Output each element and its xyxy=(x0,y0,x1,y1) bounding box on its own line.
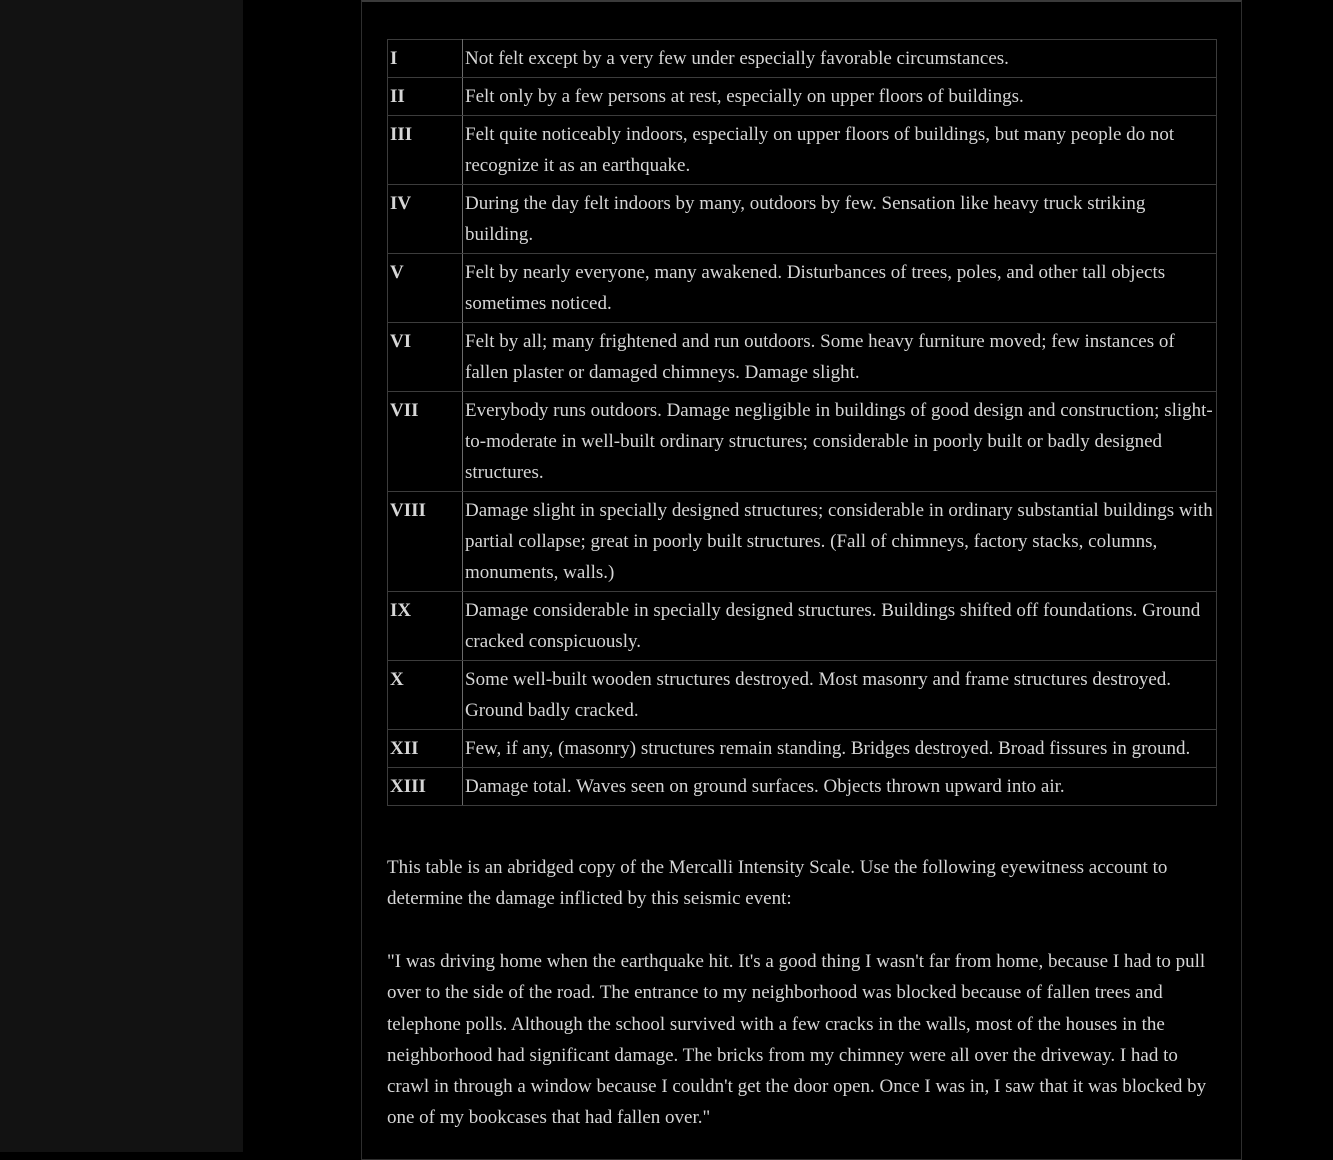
eyewitness-account: "I was driving home when the earthquake hit. It's a good thing I wasn't far from home, because I had to pull over to the side of the road. The entrance to my neighborhood was blocked because of fallen trees and telephone polls. Although the school survived with a few cracks in the walls, most of the houses in the neighborhood had significant damage. The bricks from my chimney were all over the driveway. I had to crawl in through a window because I couldn't get the door open. Once I was in, I saw that it was blocked by one of my bookcases that had fallen over." xyxy=(387,951,1207,1129)
intensity-level: VIII xyxy=(388,492,463,592)
scale-row xyxy=(388,323,1217,392)
intensity-description: Damage considerable in specially designed structures. Buildings shifted off foundations. Ground cracked conspicuously. xyxy=(463,592,1217,661)
scale-row xyxy=(388,78,1217,116)
question-intro: This table is an abridged copy of the Mercalli Intensity Scale. Use the following eyewitness account to determine the damage inflicted by this seismic event: xyxy=(387,857,1168,910)
scale-row xyxy=(388,185,1217,254)
intensity-description: Felt quite noticeably indoors, especially on upper floors of buildings, but many people do not recognize it as an earthquake. xyxy=(463,116,1217,185)
intensity-description: Felt only by a few persons at rest, especially on upper floors of buildings. xyxy=(463,78,1217,116)
scale-row xyxy=(388,254,1217,323)
intensity-level: IV xyxy=(388,185,463,254)
scale-row xyxy=(388,661,1217,730)
intensity-description: Felt by all; many frightened and run outdoors. Some heavy furniture moved; few instances of fallen plaster or damaged chimneys. Damage slight. xyxy=(463,323,1217,392)
mercalli-scale-body xyxy=(388,40,1217,806)
intensity-level: I xyxy=(388,40,463,78)
left-sidebar xyxy=(0,0,243,1152)
intensity-level: II xyxy=(388,78,463,116)
mercalli-scale-table xyxy=(387,39,1217,806)
scale-row xyxy=(388,492,1217,592)
scale-row xyxy=(388,116,1217,185)
intensity-description: Few, if any, (masonry) structures remain standing. Bridges destroyed. Broad fissures in ground. xyxy=(463,730,1217,768)
intensity-description: Felt by nearly everyone, many awakened. Disturbances of trees, poles, and other tall objects sometimes noticed. xyxy=(463,254,1217,323)
intensity-description: Everybody runs outdoors. Damage negligible in buildings of good design and construction; slight-to-moderate in well-built ordinary structures; considerable in poorly built or badly designed structures. xyxy=(463,392,1217,492)
intensity-level: XIII xyxy=(388,768,463,806)
intensity-description: Damage total. Waves seen on ground surfaces. Objects thrown upward into air. xyxy=(463,768,1217,806)
intensity-description: During the day felt indoors by many, outdoors by few. Sensation like heavy truck striking building. xyxy=(463,185,1217,254)
intensity-level: XII xyxy=(388,730,463,768)
scale-row xyxy=(388,730,1217,768)
scale-row xyxy=(388,768,1217,806)
intensity-description: Damage slight in specially designed structures; considerable in ordinary substantial buildings with partial collapse; great in poorly built structures. (Fall of chimneys, factory stacks, columns, monuments, walls.) xyxy=(463,492,1217,592)
intensity-level: VII xyxy=(388,392,463,492)
intensity-level: X xyxy=(388,661,463,730)
intensity-level: V xyxy=(388,254,463,323)
intensity-level: III xyxy=(388,116,463,185)
intensity-description: Some well-built wooden structures destroyed. Most masonry and frame structures destroyed. Ground badly cracked. xyxy=(463,661,1217,730)
intensity-level: VI xyxy=(388,323,463,392)
scale-row xyxy=(388,592,1217,661)
intensity-level: IX xyxy=(388,592,463,661)
scale-row xyxy=(388,392,1217,492)
intensity-description: Not felt except by a very few under especially favorable circumstances. xyxy=(463,40,1217,78)
scale-row xyxy=(388,40,1217,78)
